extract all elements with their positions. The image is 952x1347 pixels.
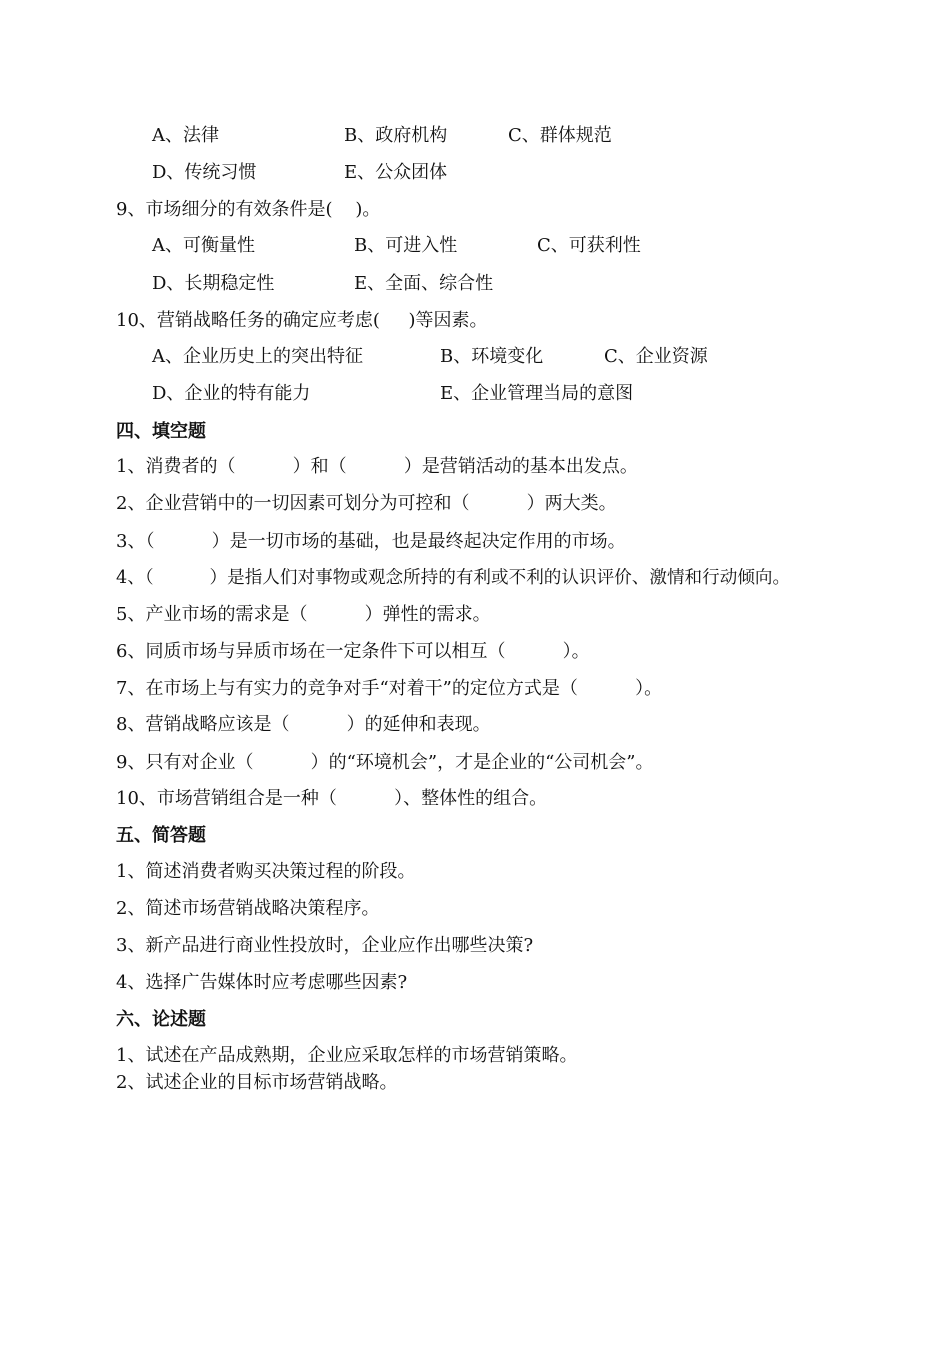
q8-option-b: B、政府机构 [344,125,448,146]
q10-option-d: D、企业的特有能力 [152,383,311,404]
q8-option-e: E、公众团体 [344,162,448,183]
fill-blank-item: 2、企业营销中的一切因素可划分为可控和（ ）两大类。 [116,493,617,514]
section-5-title: 五、简答题 [116,825,206,846]
short-answer-item: 4、选择广告媒体时应考虑哪些因素? [116,972,408,993]
section-4-title: 四、填空题 [116,421,206,442]
q10-question: 10、营销战略任务的确定应考虑( )等因素。 [116,310,488,331]
q9-option-b: B、可进入性 [354,235,458,256]
q9-question: 9、市场细分的有效条件是( )。 [116,199,381,220]
q9-option-e: E、全面、综合性 [354,273,494,294]
fill-blank-item: 6、同质市场与异质市场在一定条件下可以相互（ ）。 [116,641,590,662]
q8-option-a: A、法律 [152,125,219,146]
fill-blank-item: 5、产业市场的需求是（ ）弹性的需求。 [116,604,491,625]
q10-option-e: E、企业管理当局的意图 [440,383,634,404]
fill-blank-item: 7、在市场上与有实力的竞争对手“对着干”的定位方式是（ ）。 [116,678,663,699]
essay-item: 2、试述企业的目标市场营销战略。 [116,1072,398,1093]
q8-option-c: C、群体规范 [508,125,612,146]
fill-blank-item: 3、（ ）是一切市场的基础，也是最终起决定作用的市场。 [116,531,626,552]
q10-option-c: C、企业资源 [604,346,708,367]
fill-blank-item: 4、（ ）是指人们对事物或观念所持的有利或不利的认识评价、激情和行动倾向。 [116,568,791,588]
q10-option-a: A、企业历史上的突出特征 [152,346,363,367]
short-answer-item: 3、新产品进行商业性投放时，企业应作出哪些决策? [116,935,534,956]
short-answer-item: 2、简述市场营销战略决策程序。 [116,898,380,919]
fill-blank-item: 8、营销战略应该是（ ）的延伸和表现。 [116,714,491,735]
q10-option-b: B、环境变化 [440,346,544,367]
section-6-title: 六、论述题 [116,1009,206,1030]
essay-item: 1、试述在产品成熟期，企业应采取怎样的市场营销策略。 [116,1045,578,1066]
q9-option-a: A、可衡量性 [152,235,255,256]
fill-blank-item: 10、市场营销组合是一种（ ）、整体性的组合。 [116,788,548,809]
fill-blank-item: 1、消费者的（ ）和（ ）是营销活动的基本出发点。 [116,456,638,477]
q9-option-c: C、可获利性 [537,235,641,256]
q9-option-d: D、长期稳定性 [152,273,275,294]
fill-blank-item: 9、只有对企业（ ）的“环境机会”，才是企业的“公司机会”。 [116,752,654,773]
q8-option-d: D、传统习惯 [152,162,257,183]
short-answer-item: 1、简述消费者购买决策过程的阶段。 [116,861,416,882]
